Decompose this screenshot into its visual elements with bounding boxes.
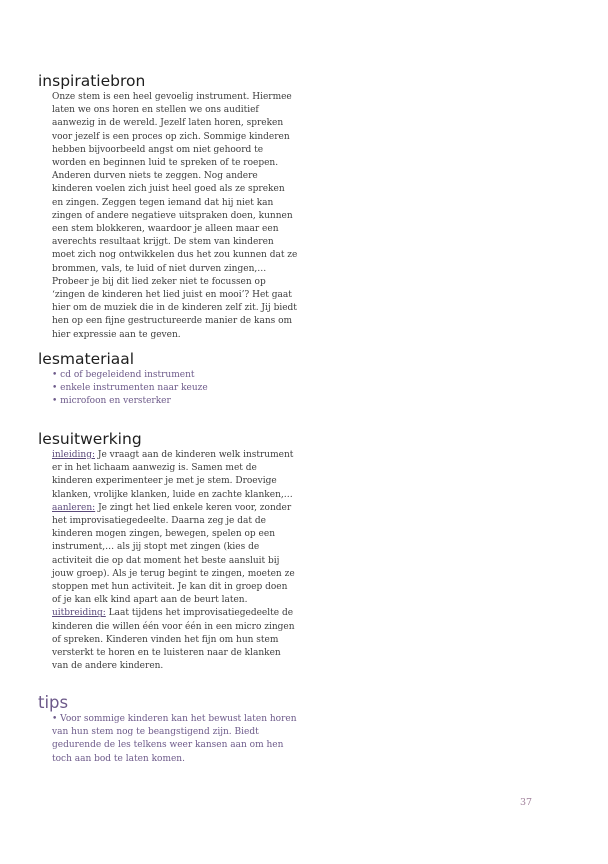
- list-item: • cd of begeleidend instrument: [52, 370, 195, 380]
- heading-inspiratiebron: inspiratiebron: [38, 72, 146, 90]
- inspiratiebron-body: Onze stem is een heel gevoelig instrument. Hiermee laten we ons horen en stellen we ons auditief aanwezig in de wereld. Jezelf laten horen, spreken voor jezelf is een proces op zich. Sommige kinderen hebben bijvoorbeeld angst om niet gehoord te worden en beginnen luid te spreken of te roepen. Anderen durven niets te zeggen. Nog andere kinderen voelen zich juist heel goed als ze spreken en zingen. Zeggen tegen iemand dat hij niet kan zingen of andere negatieve uitspraken doen, kunnen een stem blokkeren, waardoor je alleen maar een averechts resultaat krijgt. De stem van kinderen moet zich nog ontwikkelen dus het zou kunnen dat ze brommen, vals, te luid of niet durven zingen,… Probeer je bij dit lied zeker niet te focussen op ‘zingen de kinderen het lied juist en mooi’? Het gaat hier om de muziek die in de kinderen zelf zit. Jij biedt hen op een fijne gestructureerde manier de kans om hier expressie aan te geven.: [52, 92, 298, 340]
- heading-lesuitwerking: lesuitwerking: [38, 430, 142, 448]
- lesuitwerking-body: [52, 449, 298, 673]
- aanleren-paragraph: [52, 502, 298, 608]
- tips-body: • Voor sommige kinderen kan het bewust laten horen van hun stem nog te beangstigend zijn. Biedt gedurende de les telkens weer kansen aan om hen toch aan bod te laten komen.: [52, 714, 297, 764]
- heading-lesmateriaal: lesmateriaal: [38, 350, 135, 368]
- section-lesuitwerking: [38, 430, 298, 673]
- heading-tips: tips: [38, 693, 69, 712]
- aanleren-label: aanleren:: [52, 502, 96, 513]
- inleiding-paragraph: [52, 449, 298, 502]
- uitbreiding-label: uitbreiding:: [52, 608, 106, 619]
- inleiding-label: inleiding:: [52, 450, 95, 460]
- uitbreiding-paragraph: [52, 607, 298, 673]
- section-inspiratiebron: [38, 72, 298, 342]
- list-item: • enkele instrumenten naar keuze: [52, 383, 208, 394]
- uitbreiding-text: Laat tijdens het improvisatiegedeelte de kinderen die willen één voor één in een micro zingen of spreken. Kinderen vinden het fijn om hun stem versterkt te horen en te luisteren naar de klanken van de andere kinderen.: [52, 608, 295, 672]
- list-item: • microfoon en versterker: [52, 396, 171, 407]
- section-lesmateriaal: [38, 350, 298, 409]
- page-number: 37: [520, 797, 533, 808]
- aanleren-text: Je zingt het lied enkele keren voor, zonder het improvisatiegedeelte. Daarna zeg je dat de kinderen mogen zingen, bewegen, spelen op een instrument,… als jij stopt met zingen (kies de activiteit die op dat moment het beste aansluit bij jouw groep). Als je terug begint te zingen, moeten ze stoppen met hun activiteit. Je kan dit in groep doen of je kan elk kind apart aan de beurt laten.: [52, 502, 295, 606]
- inleiding-text: Je vraagt aan de kinderen welk instrument er in het lichaam aanwezig is. Samen met de kinderen experimenteer je met je stem. Droevige klanken, vrolijke klanken, luide en zachte klanken,…: [52, 450, 294, 500]
- lesmateriaal-list: [52, 369, 298, 409]
- section-tips: [38, 694, 298, 766]
